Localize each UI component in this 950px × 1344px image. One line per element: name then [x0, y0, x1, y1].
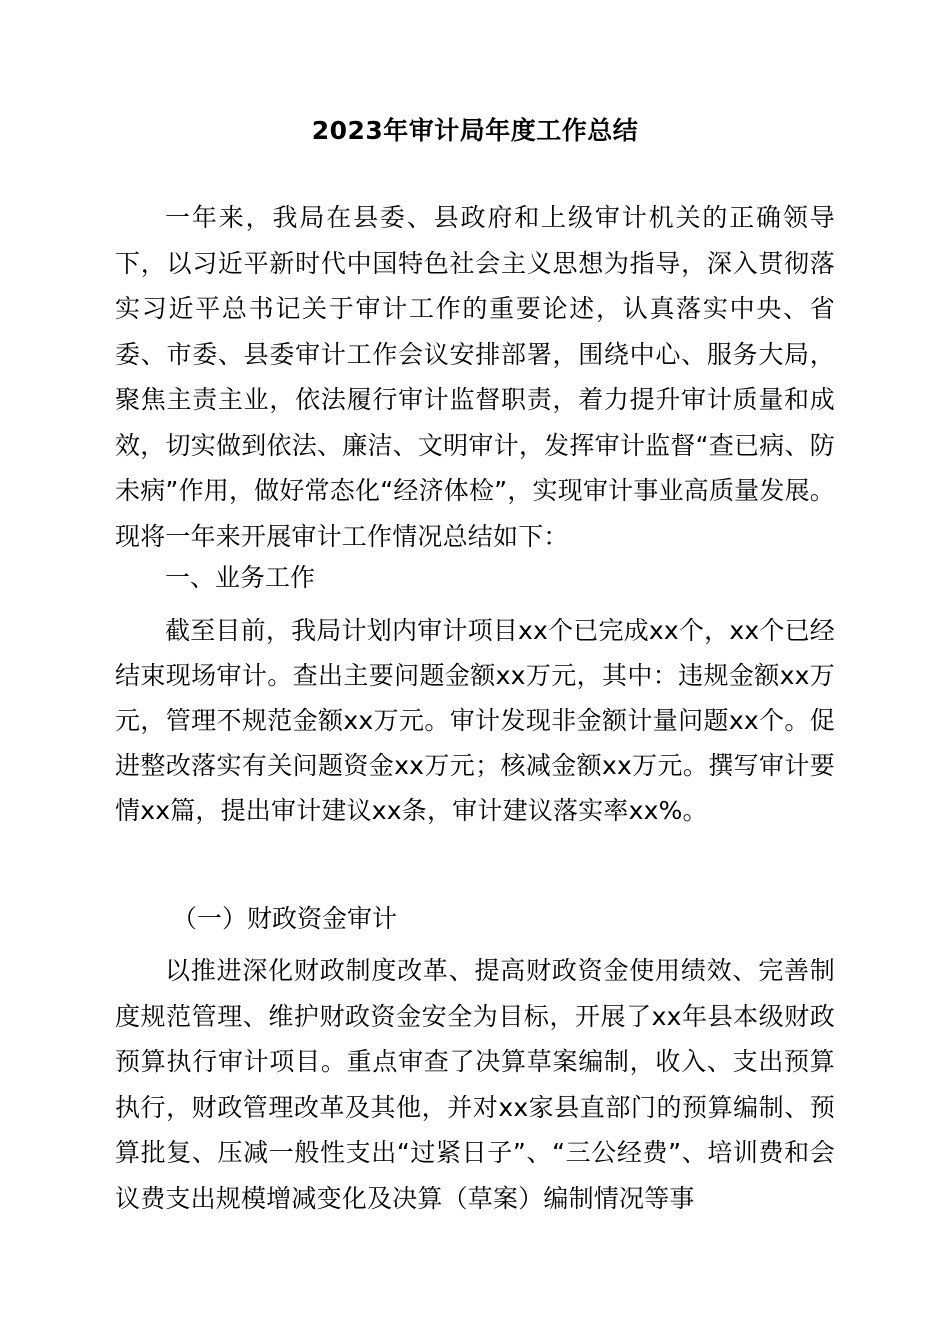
- subsection1-paragraph: 以推进深化财政制度改革、提高财政资金使用绩效、完善制度规范管理、维护财政资金安全为目标，开展了xx年县本级财政预算执行审计项目。重点审查了决算草案编制，收入、支出预算执行，财政管理改革及其他，并对xx家县直部门的预算编制、预算批复、压减一般性支出“过紧日子”、“三公经费”、培训费和会议费支出规模增减变化及决算（草案）编制情况等事: [115, 956, 835, 1213]
- intro-paragraph-block: [115, 195, 835, 559]
- section1-paragraph: 截至目前，我局计划内审计项目xx个已完成xx个，xx个已经结束现场审计。查出主要问题金额xx万元，其中：违规金额xx万元，管理不规范金额xx万元。审计发现非金额计量问题xx个。促进整改落实有关问题资金xx万元；核减金额xx万元。撰写审计要情xx篇，提出审计建议xx条，审计建议落实率xx%。: [115, 616, 835, 825]
- subsection-heading-fiscal-audit: （一）财政资金审计: [172, 904, 398, 933]
- intro-paragraph: 一年来，我局在县委、县政府和上级审计机关的正确领导下，以习近平新时代中国特色社会主义思想为指导，深入贯彻落实习近平总书记关于审计工作的重要论述，认真落实中央、省委、市委、县委审计工作会议安排部署，围绕中心、服务大局，聚焦主责主业，依法履行审计监督职责，着力提升审计质量和成效，切实做到依法、廉洁、文明审计，发挥审计监督“查已病、防未病”作用，做好常态化“经济体检”，实现审计事业高质量发展。现将一年来开展审计工作情况总结如下：: [115, 203, 835, 551]
- section-heading-business-work: 一、业务工作: [165, 563, 316, 592]
- subsection1-paragraph-block: [115, 948, 835, 1221]
- section1-paragraph-block: [115, 608, 835, 833]
- document-title: 2023年审计局年度工作总结: [311, 116, 639, 145]
